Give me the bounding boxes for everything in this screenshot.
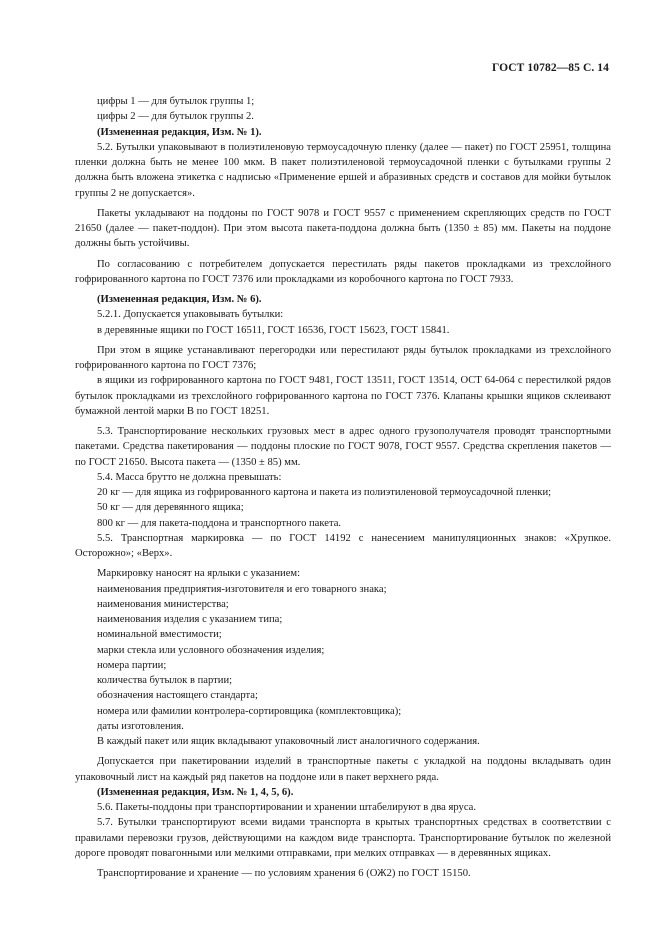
paragraph: 5.4. Масса брутто не должна превышать: [97,471,282,483]
paragraph: цифры 2 — для бутылок группы 2. [97,111,254,123]
list-item: наименования министерства; [97,598,229,610]
paragraph: Маркировку наносят на ярлыки с указанием: [97,568,301,580]
paragraph: 5.2. Бутылки упаковывают в полиэтиленовую термоусадочную пленку (далее — пакет) по ГОСТ 25951, толщина пленки должна быть не менее 100 мкм. В пакет полиэтиленовой термоусадочной пленки с бутылками группы 2 должна быть вложена этикетка с надписью «Применение ершей и абразивных средств и составов для мойки бутылок группы 2 не допускается». [75,141,611,199]
paragraph: Транспортирование и хранение — по условиям хранения 6 (ОЖ2) по ГОСТ 15150. [97,868,471,879]
paragraph: 50 кг — для деревянного ящика; [97,502,244,514]
paragraph: 800 кг — для пакета-поддона и транспортного пакета. [97,517,342,529]
list-item: количества бутылок в партии; [97,675,233,686]
page-header: ГОСТ 10782—85 С. 14 [491,62,609,74]
document-body [75,94,611,881]
paragraph: в деревянные ящики по ГОСТ 16511, ГОСТ 16536, ГОСТ 15623, ГОСТ 15841. [97,324,450,336]
paragraph: Допускается при пакетировании изделий в транспортные пакеты с укладкой на поддоны вкладывать один упаковочный лист на каждый ряд пакетов на поддоне или в пакет верхнего ряда. [75,756,611,783]
list-item: номинальной вместимости; [97,629,222,641]
paragraph: 5.3. Транспортирование нескольких грузовых мест в адрес одного грузополучателя проводят транспортными пакетами. Средства пакетирования — поддоны плоские по ГОСТ 9078, ГОСТ 9557. Средства скрепления пакетов — по ГОСТ 21650. Высота пакета — (1350 ± 85) мм. [75,426,611,468]
paragraph: 5.5. Транспортная маркировка — по ГОСТ 14192 с нанесением манипуляционных знаков: «Хрупкое. Осторожно»; «Верх». [75,532,611,559]
paragraph: 20 кг — для ящика из гофрированного картона и пакета из полиэтиленовой термоусадочной пленки; [97,487,552,498]
list-item: наименования изделия с указанием типа; [97,614,283,625]
paragraph: 5.2.1. Допускается упаковывать бутылки: [97,309,284,321]
list-item: даты изготовления. [97,720,184,732]
list-item: номера партии; [97,659,167,671]
paragraph: в ящики из гофрированного картона по ГОСТ 9481, ГОСТ 13511, ГОСТ 13514, ОСТ 64-064 с перестилкой рядов бутылок прокладками из трехслойного гофрированного картона по ГОСТ 7376. Клапаны крышки ящиков склеивают бумажной лентой марки В по ГОСТ 18251. [75,375,611,417]
paragraph: При этом в ящике устанавливают перегородки или перестилают ряды бутылок прокладками из трехслойного гофрированного картона по ГОСТ 7376; [75,344,611,371]
amendment-note: (Измененная редакция, Изм. № 1, 4, 5, 6). [97,786,294,798]
paragraph: 5.7. Бутылки транспортируют всеми видами транспорта в крытых транспортных средствах в соответствии с правилами перевозки грузов, действующими на каждом виде транспорта. Транспортирование бутылок по железной дороге проводят повагонными или мелкими отправками, при мелких отправках — в деревянных ящиках. [75,817,611,859]
list-item: номера или фамилии контролера-сортировщика (комплектовщика); [97,705,402,717]
paragraph: В каждый пакет или ящик вкладывают упаковочный лист аналогичного содержания. [97,736,480,747]
paragraph: По согласованию с потребителем допускается перестилать ряды пакетов прокладками из трехслойного гофрированного картона по ГОСТ 7376 или прокладками из коробочного картона по ГОСТ 7933. [75,258,611,285]
amendment-note: (Измененная редакция, Изм. № 6). [97,294,262,305]
list-item: обозначения настоящего стандарта; [97,690,258,702]
list-item: наименования предприятия-изготовителя и его товарного знака; [97,583,387,595]
list-item: марки стекла или условного обозначения изделия; [97,644,325,656]
amendment-note: (Измененная редакция, Изм. № 1). [97,126,262,138]
paragraph: цифры 1 — для бутылок группы 1; [97,96,255,107]
paragraph: Пакеты укладывают на поддоны по ГОСТ 9078 и ГОСТ 9557 с применением скрепляющих средств по ГОСТ 21650 (далее — пакет-поддон). При этом высота пакета-поддона должна быть (1350 ± 85) мм. Пакеты на поддоне должны быть устойчивы. [75,207,611,250]
paragraph: 5.6. Пакеты-поддоны при транспортировании и хранении штабелируют в два яруса. [97,802,477,813]
